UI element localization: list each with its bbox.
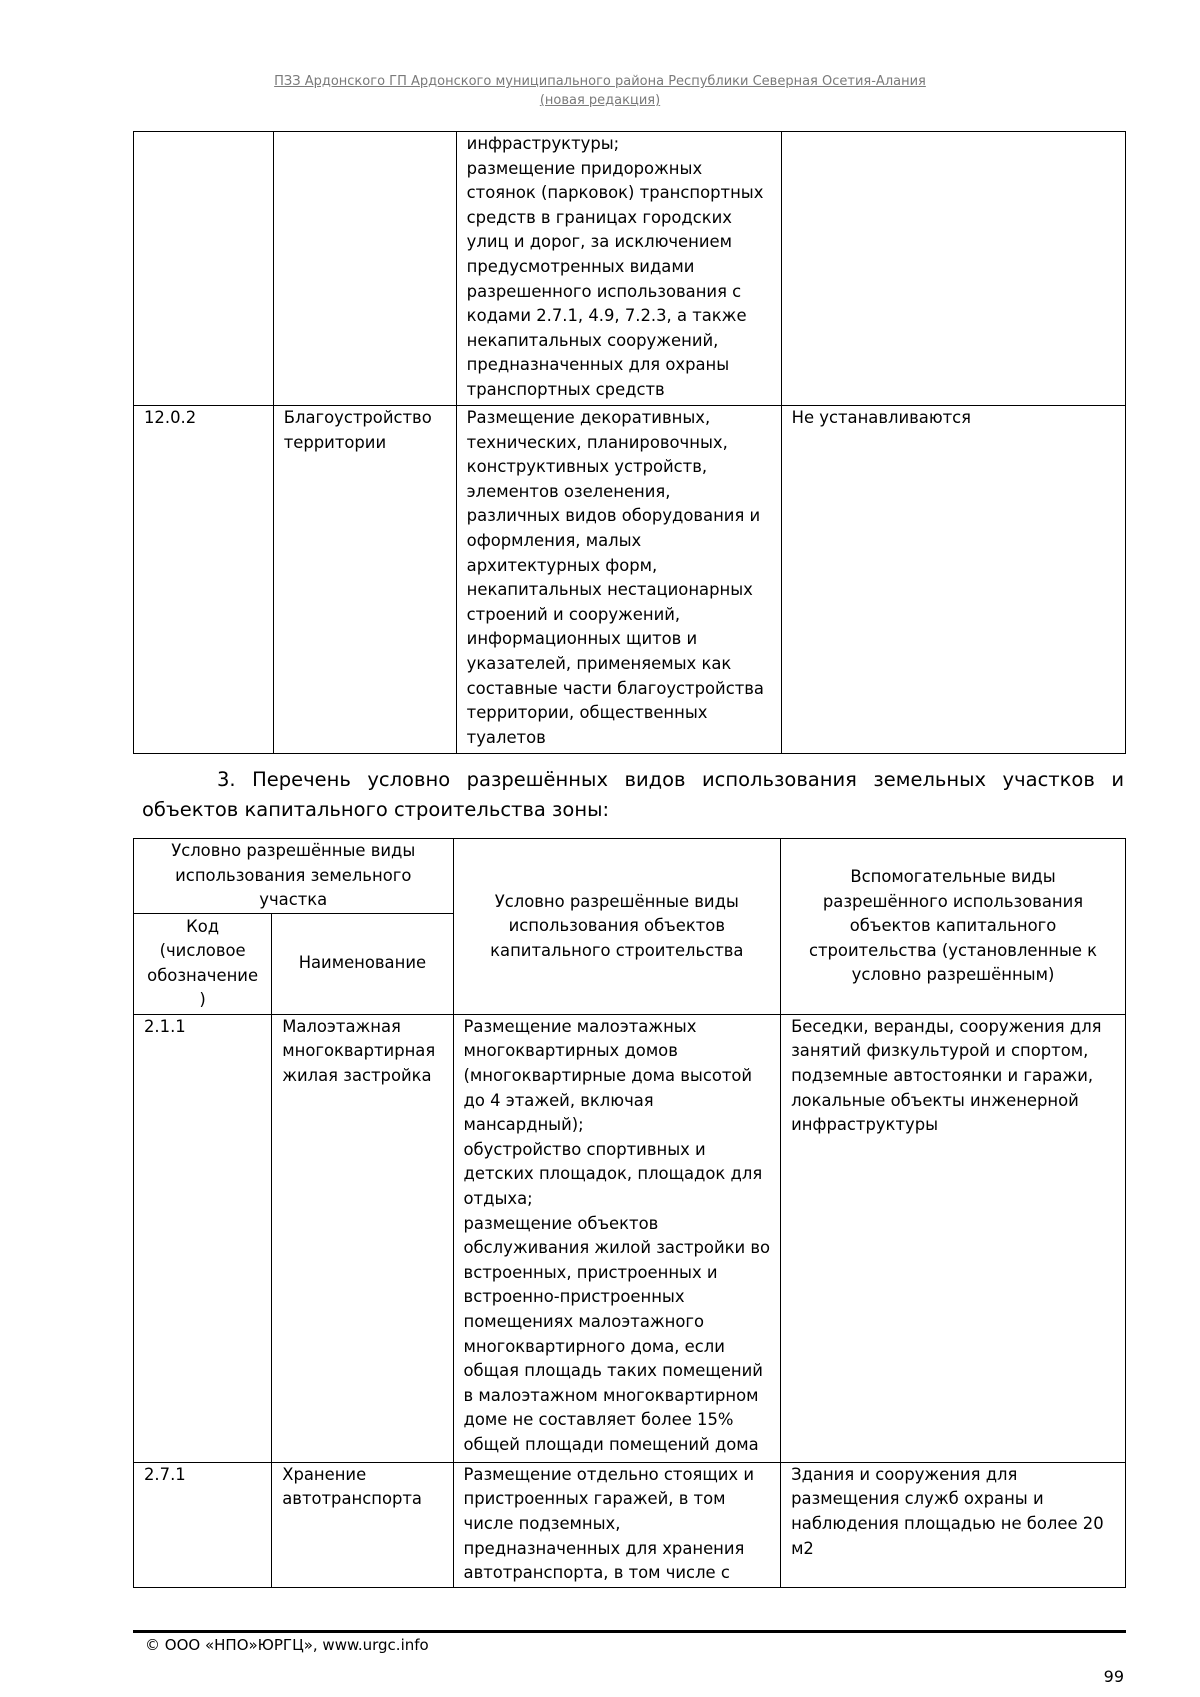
text-line: обозначение — [147, 965, 259, 985]
text-line: числе подземных, — [463, 1513, 621, 1533]
name-cell — [273, 406, 456, 754]
aux-header-cell — [781, 839, 1126, 1015]
header-subtitle: (новая редакция) — [539, 93, 661, 108]
text-line: территории, общественных — [466, 703, 708, 723]
text-line: различных видов оборудования и — [466, 506, 761, 526]
section-heading-line2: объектов капитального строительства зоны: — [142, 798, 610, 821]
text-line: жилая застройка — [282, 1065, 432, 1085]
text-line: некапитальных нестационарных — [466, 580, 753, 600]
table-row — [134, 1014, 1126, 1462]
section-heading-line1: 3. Перечень условно разрешённых видов использования земельных участков и — [217, 768, 1124, 791]
code-cell: 12.0.2 — [134, 406, 274, 754]
text-line: стоянок (парковок) транспортных — [466, 183, 764, 203]
table-row — [134, 406, 1126, 754]
name-cell — [273, 132, 456, 406]
text-line: занятий физкультурой и спортом, — [791, 1041, 1089, 1061]
text-line: встроенных, пристроенных и — [463, 1262, 718, 1282]
page-number: 99 — [1103, 1667, 1124, 1686]
text-line: Здания и сооружения для — [791, 1464, 1018, 1484]
text-line: элементов озеленения, — [466, 481, 671, 501]
text-line: оформления, малых — [466, 530, 642, 550]
text-line: до 4 этажей, включая — [463, 1090, 654, 1110]
aux-cell — [781, 1462, 1126, 1587]
text-line: обустройство спортивных и — [463, 1139, 706, 1159]
footer-copyright: © ООО «НПО»ЮРГЦ», www.urgc.info — [145, 1636, 429, 1654]
text-line: строений и сооружений, — [466, 604, 681, 624]
description-cell — [456, 132, 781, 406]
text-line: мансардный); — [463, 1115, 584, 1135]
text-line: Код — [186, 916, 220, 936]
text-line: предназначенных для охраны — [466, 355, 730, 375]
text-line: улиц и дорог, за исключением — [466, 232, 732, 252]
text-line: Хранение — [282, 1464, 367, 1484]
text-line: предусмотренных видами — [466, 256, 695, 276]
text-line: условно разрешённым) — [851, 965, 1055, 985]
description-cell — [456, 406, 781, 754]
text-line: кодами 2.7.1, 4.9, 7.2.3, а также — [466, 306, 747, 326]
text-line: Беседки, веранды, сооружения для — [791, 1016, 1102, 1036]
text-line: предназначенных для хранения — [463, 1538, 745, 1558]
text-line: составные части благоустройства — [466, 678, 764, 698]
group-header-cell — [134, 839, 454, 914]
text-line: транспортных средств — [466, 379, 665, 399]
table-row — [134, 1462, 1126, 1587]
params-cell — [781, 132, 1125, 406]
text-line: размещение объектов — [463, 1213, 659, 1233]
text-line: детских площадок, площадок для — [463, 1164, 763, 1184]
text-line: Малоэтажная — [282, 1016, 401, 1036]
text-line: размещения служб охраны и — [791, 1489, 1044, 1509]
text-line: доме не составляет более 15% — [463, 1410, 734, 1430]
text-line: Условно разрешённые виды — [171, 841, 416, 860]
text-line: наблюдения площадью не более 20 — [791, 1513, 1104, 1533]
text-line: встроенно-пристроенных — [463, 1287, 685, 1307]
code-cell: 2.7.1 — [134, 1462, 272, 1587]
text-line: ) — [199, 990, 206, 1010]
zone-table-main — [133, 131, 1126, 754]
text-line: использования объектов — [508, 916, 725, 936]
text-line: в малоэтажном многоквартирном — [463, 1385, 759, 1405]
text-line: инфраструктуры — [791, 1115, 939, 1135]
aux-cell — [781, 1014, 1126, 1462]
text-line: многоквартирных домов — [463, 1041, 678, 1061]
text-line: инфраструктуры; — [466, 134, 620, 153]
text-line: Благоустройство — [283, 408, 432, 427]
text-line: Размещение отдельно стоящих и — [463, 1464, 754, 1484]
text-line: конструктивных устройств, — [466, 457, 708, 477]
text-line: участка — [259, 890, 328, 910]
text-line: объектов капитального — [849, 916, 1057, 936]
text-line: общая площадь таких помещений — [463, 1361, 763, 1381]
text-line: некапитальных сооружений, — [466, 330, 719, 350]
table-row — [134, 132, 1126, 406]
text-line: многоквартирного дома, если — [463, 1336, 725, 1356]
text-line: указателей, применяемых как — [466, 653, 732, 673]
text-line: разрешенного использования с — [466, 281, 742, 301]
text-line: капитального строительства — [490, 940, 744, 960]
text-line: использования земельного — [175, 865, 412, 885]
text-line: м2 — [791, 1538, 814, 1558]
text-line: пристроенных гаражей, в том — [463, 1489, 726, 1509]
text-line: туалетов — [466, 727, 546, 747]
name-header-cell: Наименование — [272, 913, 453, 1014]
name-cell — [272, 1014, 453, 1462]
params-cell: Не устанавливаются — [781, 406, 1125, 754]
text-line: (числовое — [159, 941, 246, 961]
code-cell: 2.1.1 — [134, 1014, 272, 1462]
footer-divider — [133, 1630, 1126, 1633]
text-line: архитектурных форм, — [466, 555, 658, 575]
text-line: разрешённого использования — [822, 891, 1084, 911]
code-cell — [134, 132, 274, 406]
description-cell — [453, 1462, 781, 1587]
text-line: Размещение декоративных, — [466, 408, 711, 427]
text-line: локальные объекты инженерной — [791, 1090, 1079, 1110]
text-line: отдыха; — [463, 1188, 533, 1208]
table-header-row — [134, 839, 1126, 914]
text-line: строительства (установленные к — [808, 940, 1098, 960]
text-line: (многоквартирные дома высотой — [463, 1065, 753, 1085]
code-header-cell — [134, 913, 272, 1014]
text-line: подземные автостоянки и гаражи, — [791, 1065, 1094, 1085]
text-line: общей площади помещений дома — [463, 1434, 759, 1454]
text-line: Вспомогательные виды — [850, 866, 1056, 886]
description-cell — [453, 1014, 781, 1462]
text-line: Условно разрешённые виды — [494, 891, 739, 911]
text-line: информационных щитов и — [466, 629, 698, 649]
text-line: автотранспорта — [282, 1489, 422, 1509]
text-line: помещениях малоэтажного — [463, 1311, 705, 1331]
oks-header-cell — [453, 839, 781, 1015]
text-line: автотранспорта, в том числе с — [463, 1563, 730, 1583]
conditional-uses-table — [133, 838, 1126, 1588]
text-line: обслуживания жилой застройки во — [463, 1238, 771, 1258]
text-line: размещение придорожных — [466, 158, 703, 178]
text-line: Размещение малоэтажных — [463, 1016, 697, 1036]
text-line: технических, планировочных, — [466, 432, 728, 452]
name-cell — [272, 1462, 453, 1587]
header-title: ПЗЗ Ардонского ГП Ардонского муниципального района Республики Северная Осетия-Алания — [274, 74, 926, 89]
text-line: многоквартирная — [282, 1041, 436, 1061]
text-line: территории — [283, 432, 387, 452]
text-line: средств в границах городских — [466, 207, 733, 227]
